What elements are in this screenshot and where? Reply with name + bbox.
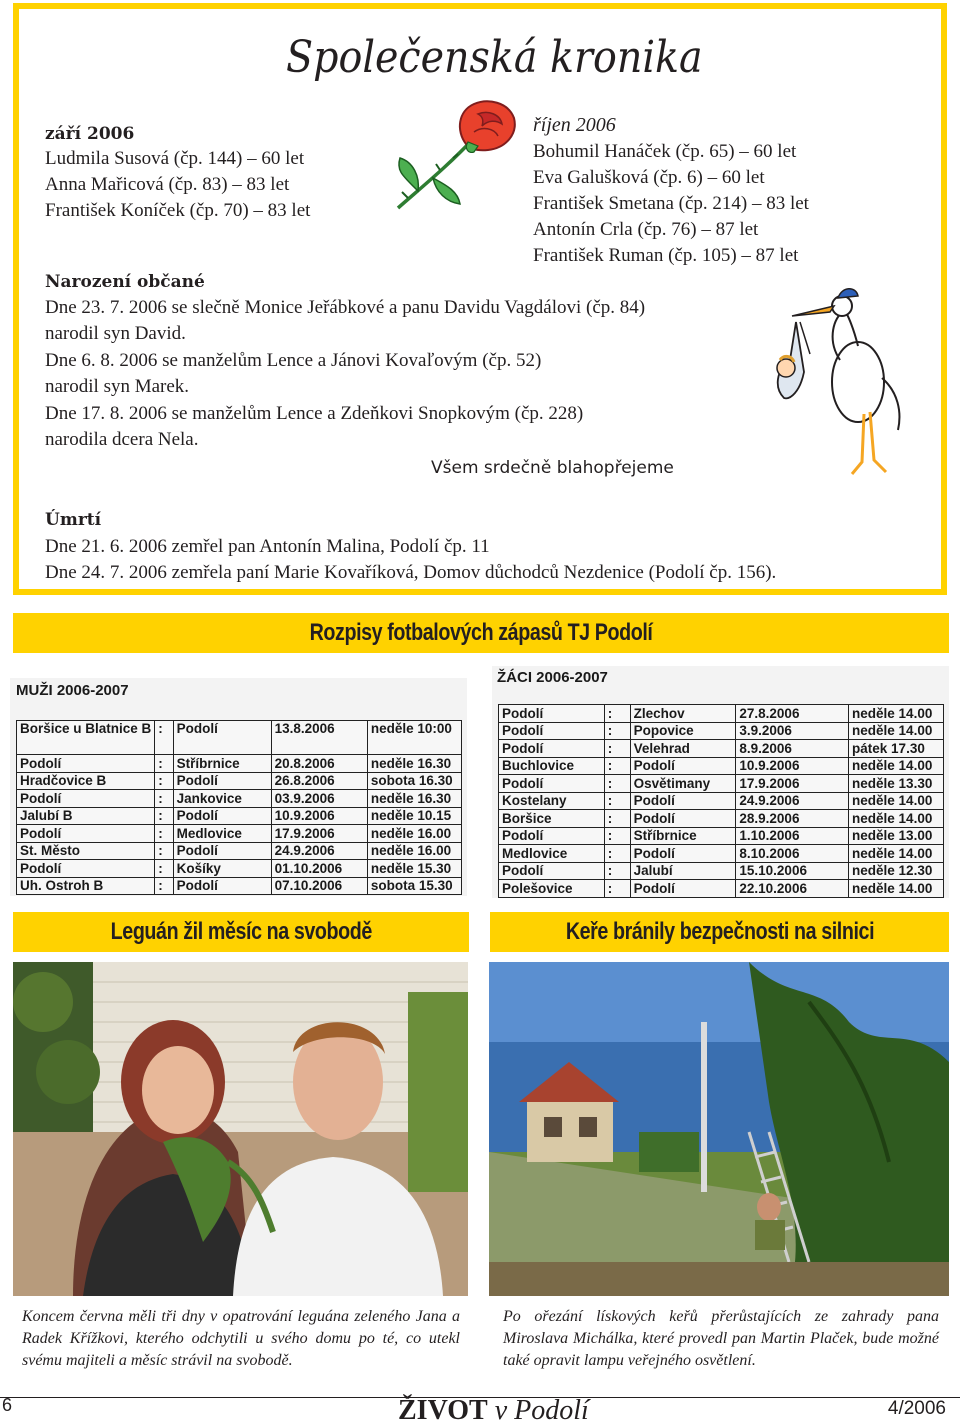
fixture-cell: Podolí — [173, 721, 271, 755]
september-person: Anna Mařicová (čp. 83) – 83 let — [45, 174, 290, 195]
fixture-cell: Jankovice — [173, 790, 271, 808]
bushes-article-title: Keře bránily bezpečnosti na silnici — [565, 918, 874, 945]
fixture-cell: neděle 15.30 — [367, 860, 461, 878]
football-banner — [13, 613, 949, 653]
fixture-cell: : — [604, 862, 630, 880]
fixture-cell: : — [604, 775, 630, 793]
magazine-name-strong: ŽIVOT — [398, 1395, 488, 1423]
october-heading: říjen 2006 — [533, 114, 616, 136]
fixture-cell: : — [604, 827, 630, 845]
fixture-cell: Podolí — [499, 722, 605, 740]
fixture-row — [499, 775, 944, 793]
fixture-cell: Jalubí B — [17, 807, 155, 825]
fixture-cell: neděle 16.00 — [367, 842, 461, 860]
fixture-cell: Stříbrnice — [173, 755, 271, 773]
fixture-cell: : — [155, 772, 173, 790]
fixture-cell: : — [604, 792, 630, 810]
fixture-row — [17, 825, 462, 843]
fixture-row — [17, 877, 462, 895]
fixture-cell: Podolí — [630, 845, 736, 863]
birth-line: narodil syn David. — [45, 323, 186, 344]
fixture-cell: Podolí — [173, 772, 271, 790]
fixture-cell: Podolí — [499, 862, 605, 880]
fixture-cell: : — [155, 825, 173, 843]
fixture-cell: : — [155, 860, 173, 878]
birth-line: Dne 17. 8. 2006 se manželům Lence a Zdeňkovi Snopkovým (čp. 228) — [45, 403, 584, 424]
fixture-cell: neděle 14.00 — [849, 757, 944, 775]
fixture-cell: neděle 14.00 — [849, 880, 944, 898]
fixture-cell: : — [604, 845, 630, 863]
fixture-cell: neděle 14.00 — [849, 792, 944, 810]
fixture-row — [499, 810, 944, 828]
fixture-cell: 15.10.2006 — [736, 862, 849, 880]
birth-line: narodil syn Marek. — [45, 376, 190, 397]
fixture-cell: Podolí — [173, 877, 271, 895]
fixture-cell: : — [155, 755, 173, 773]
fixture-cell: Zlechov — [630, 705, 736, 723]
fixture-cell: Osvětimany — [630, 775, 736, 793]
fixture-cell: 17.9.2006 — [736, 775, 849, 793]
fixture-row — [499, 862, 944, 880]
iguana-article-banner — [13, 912, 469, 952]
fixture-cell: : — [604, 757, 630, 775]
fixture-cell: Podolí — [499, 775, 605, 793]
fixture-cell: neděle 14.00 — [849, 810, 944, 828]
fixture-cell: Jalubí — [630, 862, 736, 880]
fixture-cell: Podolí — [17, 860, 155, 878]
fixture-cell: 24.9.2006 — [736, 792, 849, 810]
greeting-text: Všem srdečně blahopřejeme — [431, 458, 674, 478]
fixture-row — [17, 860, 462, 878]
fixture-cell: : — [155, 807, 173, 825]
fixture-cell: Podolí — [17, 825, 155, 843]
iguana-caption: Koncem června měli tři dny v opatrování leguána zeleného Jana a Radek Křížkovi, kterého odchytili u svého domu po té, co utekl svému majiteli a měsíc strávil na svobodě. — [22, 1308, 460, 1369]
fixture-cell: 20.8.2006 — [271, 755, 367, 773]
death-line: Dne 21. 6. 2006 zemřel pan Antonín Malina, Podolí čp. 11 — [45, 536, 490, 557]
fixture-cell: : — [155, 721, 173, 755]
october-person: Bohumil Hanáček (čp. 65) – 60 let — [533, 141, 797, 162]
fixture-cell: Boršice u Blatnice B — [17, 721, 155, 755]
fixture-cell: : — [604, 740, 630, 758]
fixture-cell: Podolí — [499, 827, 605, 845]
youth-schedule-table — [498, 704, 944, 898]
birth-line: narodila dcera Nela. — [45, 429, 199, 450]
fixture-cell: Velehrad — [630, 740, 736, 758]
iguana-photo — [13, 962, 468, 1296]
fixture-cell: : — [604, 880, 630, 898]
fixture-cell: Podolí — [630, 810, 736, 828]
fixture-cell: 22.10.2006 — [736, 880, 849, 898]
fixture-cell: neděle 16.30 — [367, 755, 461, 773]
fixture-cell: sobota 15.30 — [367, 877, 461, 895]
fixture-cell: : — [155, 790, 173, 808]
fixture-row — [17, 772, 462, 790]
fixture-cell: Podolí — [499, 740, 605, 758]
fixture-cell: 28.9.2006 — [736, 810, 849, 828]
fixture-cell: neděle 12.30 — [849, 862, 944, 880]
fixture-row — [499, 827, 944, 845]
men-schedule-title: MUŽI 2006-2007 — [16, 682, 129, 699]
bushes-photo — [489, 962, 949, 1296]
fixture-cell: Podolí — [17, 790, 155, 808]
fixture-cell: 1.10.2006 — [736, 827, 849, 845]
fixture-cell: neděle 13.00 — [849, 827, 944, 845]
fixture-row — [17, 807, 462, 825]
fixture-cell: Podolí — [630, 757, 736, 775]
fixture-cell: 8.9.2006 — [736, 740, 849, 758]
fixture-cell: Košíky — [173, 860, 271, 878]
fixture-cell: : — [155, 877, 173, 895]
fixture-row — [499, 845, 944, 863]
fixture-cell: Podolí — [630, 880, 736, 898]
fixture-row — [17, 721, 462, 755]
october-person: František Smetana (čp. 214) – 83 let — [533, 193, 809, 214]
fixture-cell: : — [155, 842, 173, 860]
september-person: Ludmila Susová (čp. 144) – 60 let — [45, 148, 305, 169]
fixture-cell: neděle 16.00 — [367, 825, 461, 843]
fixture-row — [499, 722, 944, 740]
fixture-cell: neděle 10.15 — [367, 807, 461, 825]
fixture-row — [17, 790, 462, 808]
fixture-cell: Polešovice — [499, 880, 605, 898]
fixture-cell: Medlovice — [173, 825, 271, 843]
fixture-cell: Boršice — [499, 810, 605, 828]
fixture-cell: Podolí — [499, 705, 605, 723]
issue-number: 4/2006 — [887, 1398, 946, 1419]
fixture-cell: Podolí — [173, 842, 271, 860]
fixture-cell: St. Město — [17, 842, 155, 860]
september-heading: září 2006 — [45, 124, 135, 144]
iguana-article-title: Leguán žil měsíc na svobodě — [110, 918, 372, 945]
fixture-row — [17, 755, 462, 773]
football-banner-title: Rozpisy fotbalových zápasů TJ Podolí — [309, 619, 653, 646]
october-person: Antonín Crla (čp. 76) – 87 let — [533, 219, 759, 240]
fixture-cell: neděle 10:00 — [367, 721, 461, 755]
fixture-cell: Buchlovice — [499, 757, 605, 775]
stork-illustration — [770, 282, 920, 482]
fixture-cell: 13.8.2006 — [271, 721, 367, 755]
october-person: František Ruman (čp. 105) – 87 let — [533, 245, 799, 266]
fixture-cell: : — [604, 705, 630, 723]
fixture-row — [499, 757, 944, 775]
fixture-cell: sobota 16.30 — [367, 772, 461, 790]
fixture-cell: Podolí — [17, 755, 155, 773]
rose-illustration — [378, 96, 528, 216]
fixture-row — [499, 705, 944, 723]
fixture-cell: Medlovice — [499, 845, 605, 863]
fixture-cell: Uh. Ostroh B — [17, 877, 155, 895]
fixture-cell: : — [604, 810, 630, 828]
september-person: František Koníček (čp. 70) – 83 let — [45, 200, 311, 221]
fixture-row — [499, 880, 944, 898]
chronicle-title: Společenská kronika — [286, 32, 703, 83]
fixture-row — [17, 842, 462, 860]
births-heading: Narození občané — [45, 272, 205, 292]
fixture-cell: 26.8.2006 — [271, 772, 367, 790]
fixture-cell: pátek 17.30 — [849, 740, 944, 758]
fixture-row — [499, 740, 944, 758]
fixture-cell: : — [604, 722, 630, 740]
fixture-cell: Stříbrnice — [630, 827, 736, 845]
fixture-cell: 01.10.2006 — [271, 860, 367, 878]
fixture-cell: neděle 14.00 — [849, 845, 944, 863]
fixture-cell: 10.9.2006 — [271, 807, 367, 825]
fixture-cell: 24.9.2006 — [271, 842, 367, 860]
birth-line: Dne 6. 8. 2006 se manželům Lence a Jánovi Kovaľovým (čp. 52) — [45, 350, 542, 371]
fixture-cell: 17.9.2006 — [271, 825, 367, 843]
fixture-cell: Kostelany — [499, 792, 605, 810]
fixture-cell: 3.9.2006 — [736, 722, 849, 740]
bushes-article-banner — [490, 912, 949, 952]
fixture-cell: 10.9.2006 — [736, 757, 849, 775]
deaths-heading: Úmrtí — [45, 510, 102, 530]
magazine-name-rest: v Podolí — [494, 1395, 589, 1423]
death-line: Dne 24. 7. 2006 zemřela paní Marie Kovaříková, Domov důchodců Nezdenice (Podolí čp. 156). — [45, 562, 777, 583]
fixture-cell: 07.10.2006 — [271, 877, 367, 895]
page-number: 6 — [2, 1395, 13, 1415]
birth-line: Dne 23. 7. 2006 se slečně Monice Jeřábkové a panu Davidu Vagdálovi (čp. 84) — [45, 297, 646, 318]
bushes-caption: Po ořezání lískových keřů přerůstajících ze zahrady pana Miroslava Michálka, které provedl pan Martin Plaček, bude možné také opravit lampu veřejného osvětlení. — [503, 1308, 939, 1369]
fixture-cell: neděle 14.00 — [849, 722, 944, 740]
fixture-cell: 27.8.2006 — [736, 705, 849, 723]
fixture-row — [499, 792, 944, 810]
youth-schedule-title: ŽÁCI 2006-2007 — [497, 669, 608, 686]
fixture-cell: Podolí — [630, 792, 736, 810]
fixture-cell: Popovice — [630, 722, 736, 740]
fixture-cell: neděle 14.00 — [849, 705, 944, 723]
october-person: Eva Galušková (čp. 6) – 60 let — [533, 167, 765, 188]
fixture-cell: neděle 16.30 — [367, 790, 461, 808]
fixture-cell: 03.9.2006 — [271, 790, 367, 808]
fixture-cell: 8.10.2006 — [736, 845, 849, 863]
fixture-cell: neděle 13.30 — [849, 775, 944, 793]
men-schedule-table — [16, 720, 462, 895]
magazine-name — [398, 1395, 589, 1423]
fixture-cell: Podolí — [173, 807, 271, 825]
fixture-cell: Hradčovice B — [17, 772, 155, 790]
